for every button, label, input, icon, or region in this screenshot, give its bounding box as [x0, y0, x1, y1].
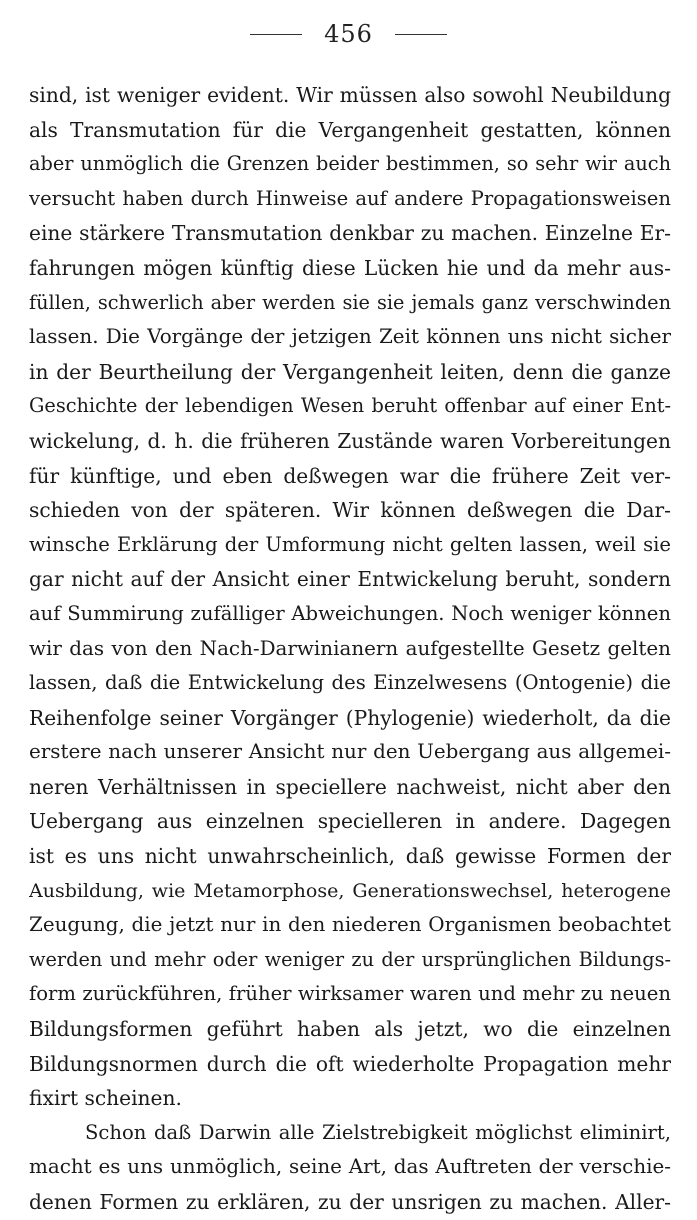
text-line: macht es uns unmöglich, seine Art, das Auftreten der verschie-: [29, 1155, 671, 1179]
paragraph-end-line: fixirt scheinen.: [29, 1086, 182, 1111]
text-line: lassen. Die Vorgänge der jetzigen Zeit können uns nicht sicher: [29, 325, 671, 349]
text-line: aber unmöglich die Grenzen beider bestimmen, so sehr wir auch: [29, 152, 671, 176]
text-line: versucht haben durch Hinweise auf andere Propagationsweisen: [29, 186, 671, 210]
text-line: wickelung, d. h. die früheren Zustände waren Vorbereitungen: [29, 428, 671, 453]
text-line: ist es uns nicht unwahrscheinlich, daß gewisse Formen der: [29, 844, 671, 869]
page-header: [0, 14, 697, 54]
text-line: schieden von der späteren. Wir können deßwegen die Dar-: [29, 498, 671, 523]
text-line: lassen, daß die Entwickelung des Einzelwesens (Ontogenie) die: [29, 671, 671, 695]
header-rule-left: [250, 34, 302, 35]
text-line: Bildungsnormen durch die oft wiederholte Propagation mehr: [29, 1051, 671, 1076]
text-line: sind, ist weniger evident. Wir müssen also sowohl Neubildung: [29, 83, 671, 107]
text-line: füllen, schwerlich aber werden sie sie jemals ganz verschwinden: [29, 290, 671, 314]
page-number: 456: [324, 20, 373, 48]
text-line: werden und mehr oder weniger zu der ursprünglichen Bildungs-: [29, 947, 671, 971]
text-line: Bildungsformen geführt haben als jetzt, wo die einzelnen: [29, 1017, 671, 1042]
text-line: winsche Erklärung der Umformung nicht gelten lassen, weil sie: [29, 532, 671, 556]
paragraph-start-line: Schon daß Darwin alle Zielstrebigkeit möglichst eliminirt,: [85, 1120, 671, 1144]
text-line: fahrungen mögen künftig diese Lücken hie und da mehr aus-: [29, 255, 671, 280]
text-line: gar nicht auf der Ansicht einer Entwickelung beruht, sondern: [29, 567, 671, 592]
text-line: erstere nach unserer Ansicht nur den Uebergang aus allgemei-: [29, 740, 671, 764]
body-text: [29, 78, 671, 1220]
text-line: form zurückführen, früher wirksamer waren und mehr zu neuen: [29, 982, 671, 1006]
text-line: Geschichte der lebendigen Wesen beruht offenbar auf einer Ent-: [29, 394, 671, 418]
text-line: wir das von den Nach-Darwinianern aufgestellte Gesetz gelten: [29, 636, 671, 660]
text-line: als Transmutation für die Vergangenheit gestatten, können: [29, 117, 671, 142]
header-rule-right: [395, 34, 447, 35]
text-line: Uebergang aus einzelnen specielleren in andere. Dagegen: [29, 809, 671, 834]
text-line: Reihenfolge seiner Vorgänger (Phylogenie) wiederholt, da die: [29, 705, 671, 730]
text-line: Zeugung, die jetzt nur in den niederen Organismen beobachtet: [29, 913, 671, 937]
text-line: in der Beurtheilung der Vergangenheit leiten, denn die ganze: [29, 359, 671, 384]
text-line: auf Summirung zufälliger Abweichungen. Noch weniger können: [29, 601, 671, 625]
text-line: neren Verhältnissen in speciellere nachweist, nicht aber den: [29, 774, 671, 799]
text-line: für künftige, und eben deßwegen war die frühere Zeit ver-: [29, 463, 671, 488]
text-line: Ausbildung, wie Metamorphose, Generationswechsel, heterogene: [29, 879, 671, 902]
text-line: denen Formen zu erklären, zu der unsrigen zu machen. Aller-: [29, 1190, 671, 1214]
text-line: eine stärkere Transmutation denkbar zu machen. Einzelne Er-: [29, 221, 671, 246]
